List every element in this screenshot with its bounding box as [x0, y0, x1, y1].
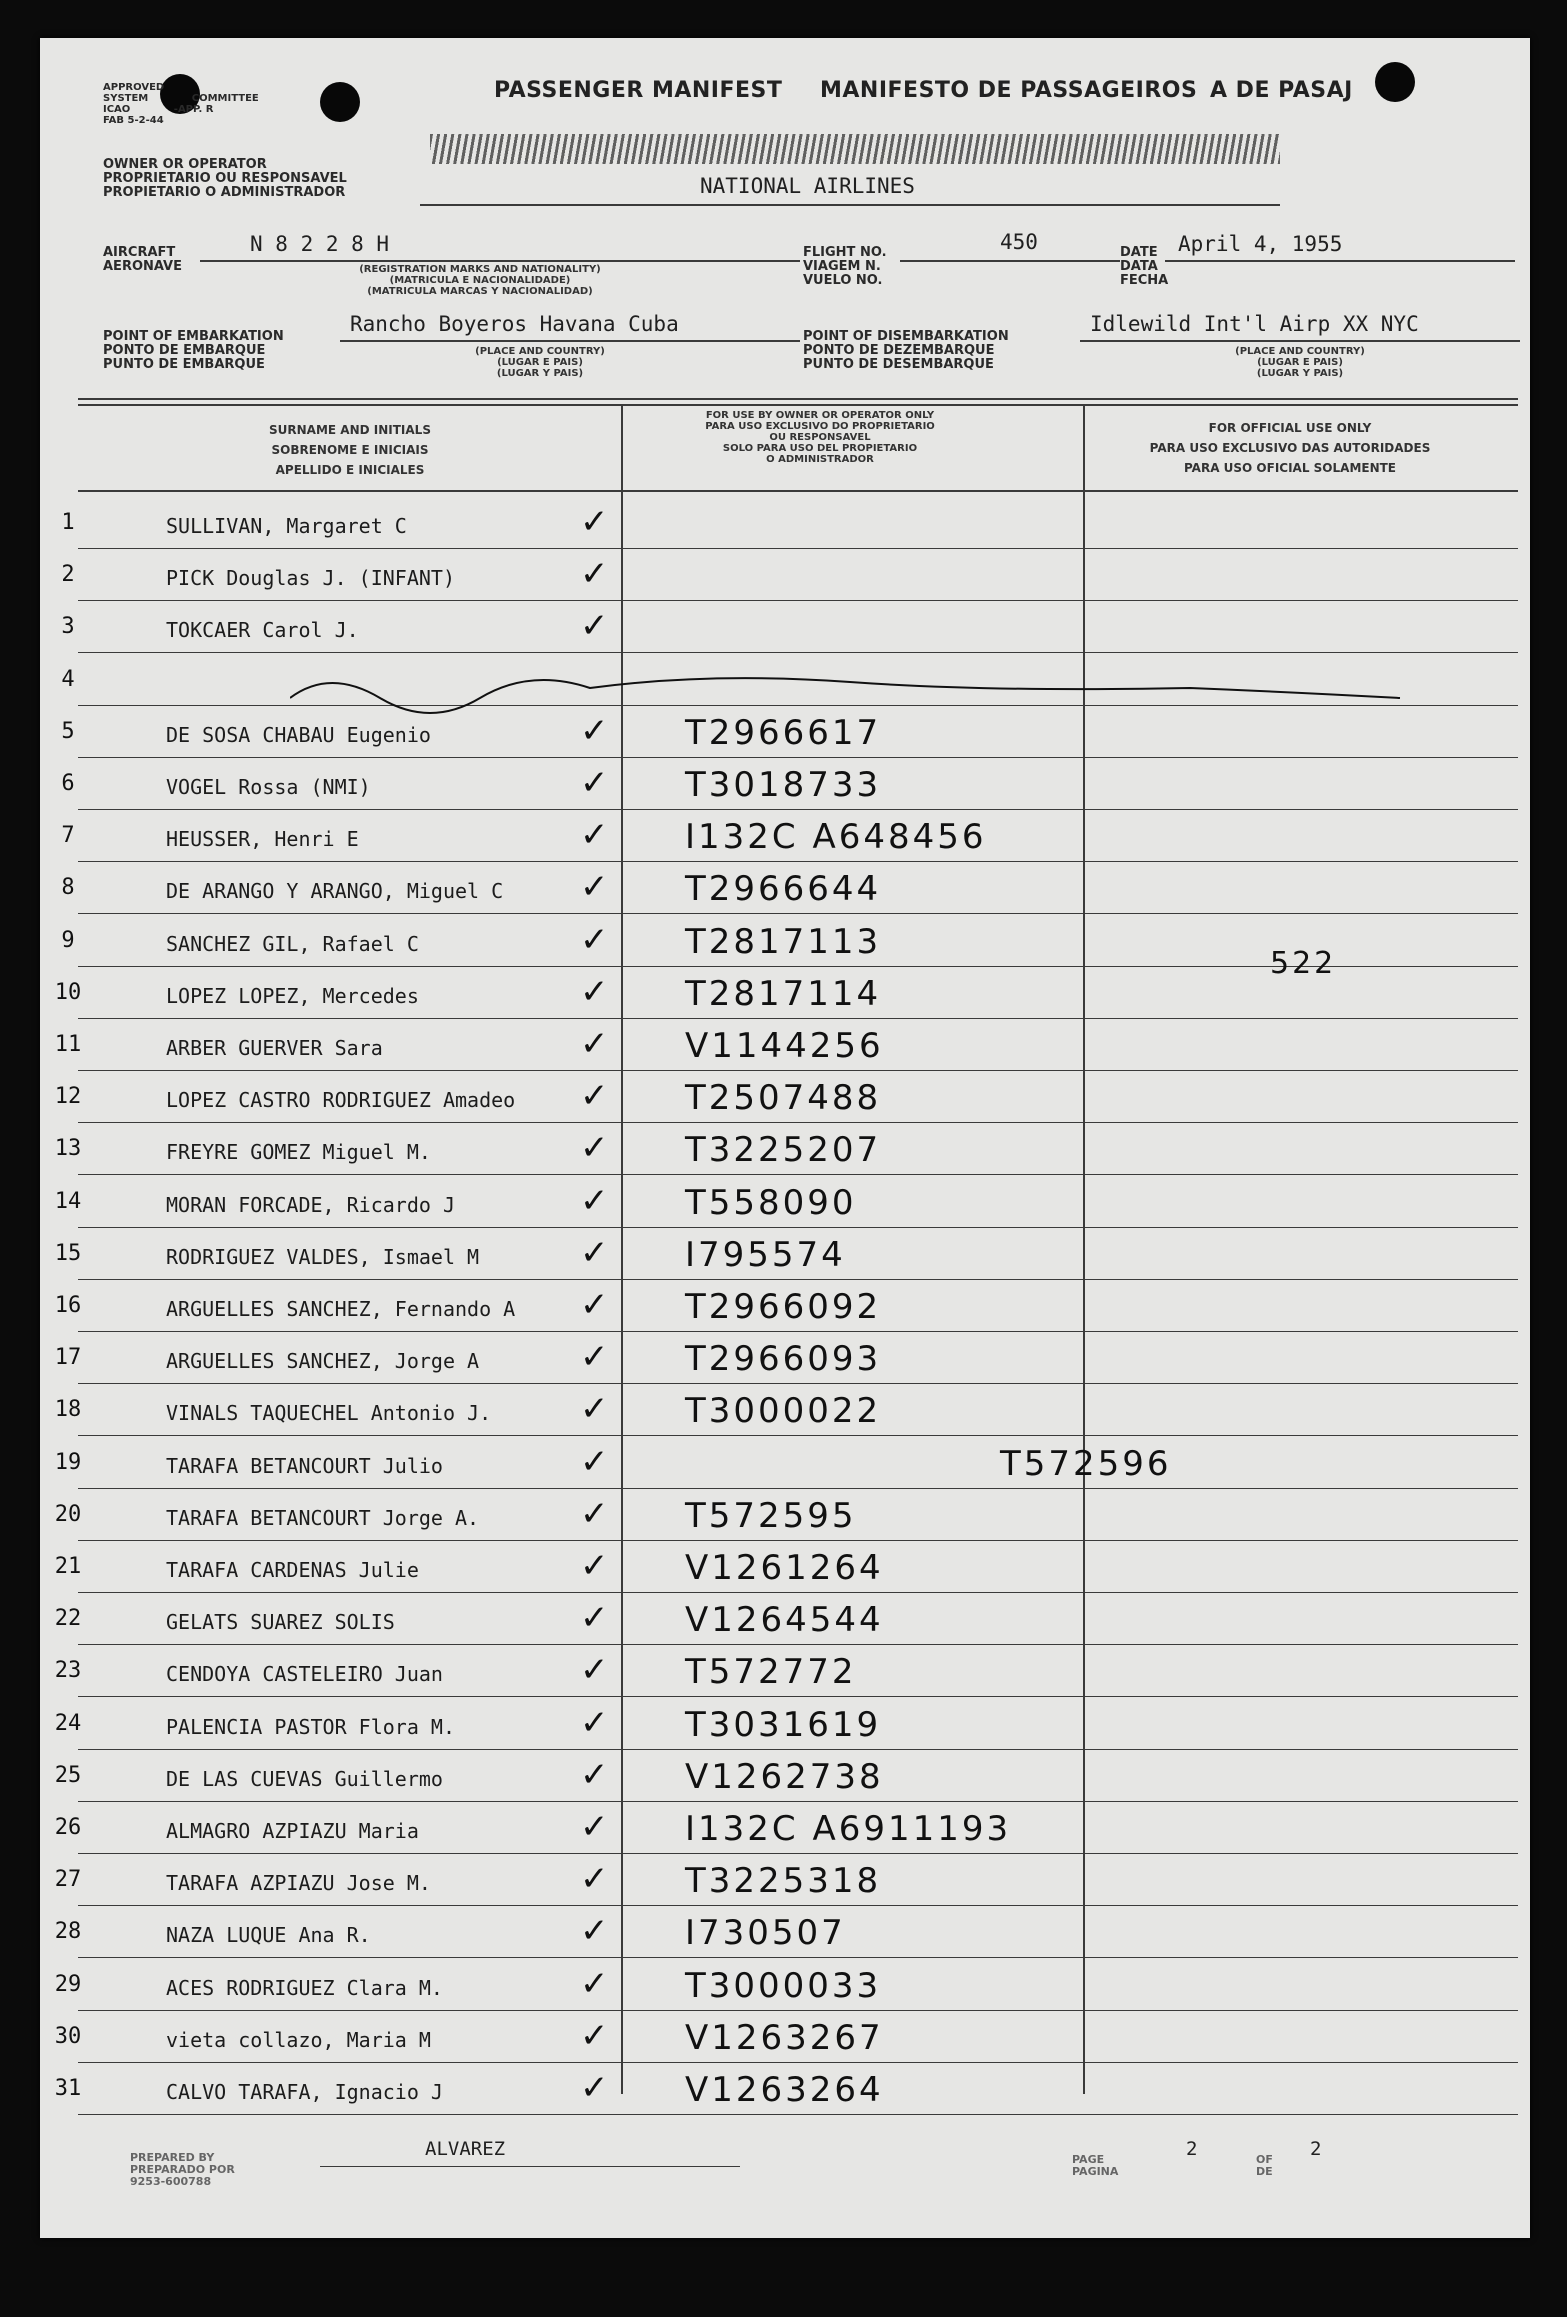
passenger-name: ARGUELLES SANCHEZ, Fernando A [166, 1297, 516, 1321]
check-mark: ✓ [580, 1337, 609, 1377]
check-mark: ✓ [580, 1859, 609, 1899]
passenger-name: CALVO TARAFA, Ignacio J [166, 2080, 443, 2104]
owner-value: NATIONAL AIRLINES [700, 174, 915, 198]
row-rule [78, 652, 1518, 653]
document-number: V1262738 [685, 1757, 884, 1797]
date-underline [1165, 260, 1515, 262]
row-rule [78, 2062, 1518, 2063]
document-number: V1264544 [685, 1600, 884, 1640]
check-mark: ✓ [580, 1285, 609, 1325]
check-mark: ✓ [580, 1128, 609, 1168]
row-number: 21 [54, 1554, 82, 1579]
header-bottom-rule [78, 490, 1518, 492]
row-rule [78, 2114, 1518, 2115]
document-number: V1261264 [685, 1548, 884, 1588]
row-number: 6 [61, 771, 75, 796]
name-column-header: SURNAME AND INITIALS SOBRENOME E INICIAIS APELLIDO E INICIALES [269, 423, 431, 477]
flight-underline [900, 260, 1120, 262]
disembark-underline [1080, 340, 1520, 342]
owner-underline [420, 204, 1280, 206]
disembark-place-note: (PLACE AND COUNTRY) (LUGAR E PAIS) (LUGAR Y PAIS) [1235, 346, 1365, 379]
aircraft-underline [200, 260, 800, 262]
check-mark: ✓ [580, 815, 609, 855]
row-rule [78, 1696, 1518, 1697]
check-mark: ✓ [580, 1650, 609, 1690]
passenger-name: ARGUELLES SANCHEZ, Jorge A [166, 1349, 480, 1373]
document-number: T2817114 [685, 974, 882, 1014]
row-number: 31 [54, 2076, 82, 2101]
row-number: 28 [54, 1919, 82, 1944]
passenger-name: DE LAS CUEVAS Guillermo [166, 1767, 443, 1791]
check-mark: ✓ [580, 1181, 609, 1221]
row-number: 12 [54, 1084, 82, 1109]
page-value: 2 [1186, 2138, 1198, 2160]
document-number: V1144256 [685, 1026, 884, 1066]
passenger-name: vieta collazo, Maria M [166, 2028, 431, 2052]
check-mark: ✓ [580, 920, 609, 960]
title-spanish: A DE PASAJ [1210, 78, 1353, 103]
passenger-name: TARAFA AZPIAZU Jose M. [166, 1871, 431, 1895]
prepared-underline [320, 2166, 740, 2167]
manifest-sheet [40, 38, 1530, 2238]
row-rule [78, 757, 1518, 758]
title-english: PASSENGER MANIFEST [494, 78, 783, 103]
row-rule [78, 1435, 1518, 1436]
row-number: 17 [54, 1345, 82, 1370]
disembark-label: POINT OF DISEMBARKATION PONTO DE DEZEMBARQUE PUNTO DE DESEMBARQUE [803, 329, 1009, 372]
document-number: T2966093 [685, 1339, 882, 1379]
of-value: 2 [1310, 2138, 1322, 2160]
document-number: T2966644 [685, 869, 882, 909]
row-number: 14 [54, 1189, 82, 1214]
check-mark: ✓ [580, 763, 609, 803]
check-mark: ✓ [580, 972, 609, 1012]
row-number: 11 [54, 1032, 82, 1057]
document-number: T3225207 [685, 1130, 882, 1170]
check-mark: ✓ [580, 1911, 609, 1951]
row-rule [78, 1592, 1518, 1593]
check-mark: ✓ [580, 1494, 609, 1534]
title-portuguese: MANIFESTO DE PASSAGEIROS [820, 78, 1198, 103]
check-mark: ✓ [580, 1442, 609, 1482]
check-mark: ✓ [580, 502, 609, 542]
check-mark: ✓ [580, 554, 609, 594]
passenger-name: PICK Douglas J. (INFANT) [166, 566, 455, 590]
document-number: T2966092 [685, 1287, 882, 1327]
date-label: DATE DATA FECHA [1120, 245, 1169, 288]
passenger-name: PALENCIA PASTOR Flora M. [166, 1715, 455, 1739]
punch-hole [320, 82, 360, 122]
owner-label: OWNER OR OPERATOR PROPRIETARIO OU RESPONSAVEL PROPIETARIO O ADMINISTRADOR [103, 157, 347, 200]
passenger-name: VINALS TAQUECHEL Antonio J. [166, 1401, 492, 1425]
of-label: OF DE [1256, 2153, 1273, 2178]
passenger-name: TARAFA BETANCOURT Jorge A. [166, 1506, 480, 1530]
passenger-name: ALMAGRO AZPIAZU Maria [166, 1819, 419, 1843]
row-rule [78, 1279, 1518, 1280]
document-number: T3031619 [685, 1705, 882, 1745]
passenger-name: ARBER GUERVER Sara [166, 1036, 383, 1060]
row-number: 24 [54, 1711, 82, 1736]
punch-hole [1375, 62, 1415, 102]
row-rule [78, 861, 1518, 862]
approval-line: ICAO -APP. R [103, 104, 214, 115]
row-number: 5 [61, 719, 75, 744]
row-rule [78, 2010, 1518, 2011]
passenger-name: FREYRE GOMEZ Miguel M. [166, 1140, 431, 1164]
row-number: 30 [54, 2024, 82, 2049]
row-rule [78, 1018, 1518, 1019]
embark-place-note: (PLACE AND COUNTRY) (LUGAR E PAIS) (LUGAR Y PAIS) [475, 346, 605, 379]
passenger-name: SANCHEZ GIL, Rafael C [166, 932, 419, 956]
check-mark: ✓ [580, 1755, 609, 1795]
date-value: April 4, 1955 [1178, 232, 1343, 256]
passenger-name: TARAFA CARDENAS Julie [166, 1558, 419, 1582]
passenger-name: MORAN FORCADE, Ricardo J [166, 1193, 455, 1217]
row-number: 23 [54, 1658, 82, 1683]
row-number: 22 [54, 1606, 82, 1631]
document-number: I730507 [685, 1913, 846, 1953]
passenger-name: TARAFA BETANCOURT Julio [166, 1454, 443, 1478]
row-number: 15 [54, 1241, 82, 1266]
document-number: T3225318 [685, 1861, 882, 1901]
row-rule [78, 1801, 1518, 1802]
embark-underline [340, 340, 800, 342]
row-rule [78, 1122, 1518, 1123]
document-number: T2966617 [685, 713, 882, 753]
row-number: 18 [54, 1397, 82, 1422]
approval-line: APPROVED [103, 82, 165, 93]
passenger-name: DE ARANGO Y ARANGO, Miguel C [166, 879, 504, 903]
check-mark: ✓ [580, 1598, 609, 1638]
passenger-name: CENDOYA CASTELEIRO Juan [166, 1662, 443, 1686]
page-label: PAGE PAGINA [1072, 2153, 1119, 2178]
check-mark: ✓ [580, 1389, 609, 1429]
check-mark: ✓ [580, 711, 609, 751]
passenger-name: HEUSSER, Henri E [166, 827, 359, 851]
check-mark: ✓ [580, 1546, 609, 1586]
row-number: 7 [61, 823, 75, 848]
registration-note: (REGISTRATION MARKS AND NATIONALITY) (MATRICULA E NACIONALIDADE) (MATRICULA MARCAS Y NACIONALIDAD) [359, 264, 601, 297]
row-rule [78, 548, 1518, 549]
row-number: 26 [54, 1815, 82, 1840]
passenger-name: SULLIVAN, Margaret C [166, 514, 407, 538]
row-number: 2 [61, 562, 75, 587]
document-number: I132C A6911193 [685, 1809, 1012, 1849]
aircraft-label: AIRCRAFT AERONAVE [103, 245, 183, 274]
row-number: 20 [54, 1502, 82, 1527]
official-note: 522 [1270, 946, 1337, 981]
row-rule [78, 913, 1518, 914]
row-number: 29 [54, 1972, 82, 1997]
row-number: 4 [61, 667, 75, 692]
document-number: I795574 [685, 1235, 846, 1275]
check-mark: ✓ [580, 2016, 609, 2056]
document-number: T558090 [685, 1183, 857, 1223]
embark-value: Rancho Boyeros Havana Cuba [350, 312, 679, 336]
row-rule [78, 1331, 1518, 1332]
check-mark: ✓ [580, 1076, 609, 1116]
aircraft-value: N 8 2 2 8 H [250, 232, 390, 256]
document-number: T572595 [685, 1496, 857, 1536]
passenger-name: DE SOSA CHABAU Eugenio [166, 723, 431, 747]
strike-line [290, 658, 1410, 718]
check-mark: ✓ [580, 867, 609, 907]
passenger-name: VOGEL Rossa (NMI) [166, 775, 371, 799]
flight-label: FLIGHT NO. VIAGEM N. VUELO NO. [803, 245, 887, 288]
passenger-name: GELATS SUAREZ SOLIS [166, 1610, 395, 1634]
disembark-value: Idlewild Int'l Airp XX NYC [1090, 312, 1419, 336]
embark-label: POINT OF EMBARKATION PONTO DE EMBARQUE PUNTO DE EMBARQUE [103, 329, 284, 372]
document-number: V1263264 [685, 2070, 884, 2110]
document-number: T2507488 [685, 1078, 882, 1118]
document-number: T3000022 [685, 1391, 882, 1431]
row-rule [78, 1749, 1518, 1750]
document-number: T3000033 [685, 1966, 882, 2006]
check-mark: ✓ [580, 1703, 609, 1743]
owner-strikeout [430, 134, 1280, 164]
check-mark: ✓ [580, 1807, 609, 1847]
row-rule [78, 1905, 1518, 1906]
approval-block [103, 82, 259, 126]
row-number: 3 [61, 614, 75, 639]
row-number: 1 [61, 510, 75, 535]
document-number: T572596 [1000, 1444, 1172, 1484]
passenger-name: LOPEZ CASTRO RODRIGUEZ Amadeo [166, 1088, 516, 1112]
row-number: 19 [54, 1450, 82, 1475]
prepared-value: ALVAREZ [425, 2138, 506, 2160]
row-rule [78, 1383, 1518, 1384]
check-mark: ✓ [580, 1233, 609, 1273]
passenger-name: NAZA LUQUE Ana R. [166, 1923, 371, 1947]
row-number: 8 [61, 875, 75, 900]
document-number: T572772 [685, 1652, 857, 1692]
row-rule [78, 600, 1518, 601]
row-rule [78, 1644, 1518, 1645]
check-mark: ✓ [580, 1964, 609, 2004]
approval-line: FAB 5-2-44 [103, 115, 164, 126]
document-number: T3018733 [685, 765, 882, 805]
document-number: V1263267 [685, 2018, 884, 2058]
row-rule [78, 1957, 1518, 1958]
passenger-name: LOPEZ LOPEZ, Mercedes [166, 984, 419, 1008]
passenger-name: ACES RODRIGUEZ Clara M. [166, 1976, 443, 2000]
flight-value: 450 [1000, 230, 1038, 254]
official-column-header: FOR OFFICIAL USE ONLY PARA USO EXCLUSIVO DAS AUTORIDADES PARA USO OFICIAL SOLAMENTE [1149, 421, 1431, 475]
table-top-rule [78, 404, 1518, 406]
row-number: 10 [54, 980, 82, 1005]
document-number: I132C A648456 [685, 817, 987, 857]
table-top-rule [78, 398, 1518, 400]
row-rule [78, 1853, 1518, 1854]
approval-line: SYSTEM COMMITTEE [103, 93, 259, 104]
row-number: 27 [54, 1867, 82, 1892]
operator-column-header: FOR USE BY OWNER OR OPERATOR ONLY PARA USO EXCLUSIVO DO PROPRIETARIO OU RESPONSAVEL SOLO PARA USO DEL PROPIETARIO O ADMINISTRADOR [705, 410, 935, 465]
row-rule [78, 1070, 1518, 1071]
row-number: 9 [61, 928, 75, 953]
check-mark: ✓ [580, 1024, 609, 1064]
check-mark: ✓ [580, 606, 609, 646]
row-rule [78, 1174, 1518, 1175]
row-rule [78, 1227, 1518, 1228]
passenger-name: TOKCAER Carol J. [166, 618, 359, 642]
row-number: 25 [54, 1763, 82, 1788]
row-rule [78, 1488, 1518, 1489]
prepared-label: PREPARED BY PREPARADO POR 9253-600788 [130, 2151, 235, 2188]
row-number: 16 [54, 1293, 82, 1318]
passenger-name: RODRIGUEZ VALDES, Ismael M [166, 1245, 480, 1269]
row-rule [78, 809, 1518, 810]
document-number: T2817113 [685, 922, 882, 962]
check-mark: ✓ [580, 2068, 609, 2108]
row-rule [78, 1540, 1518, 1541]
row-number: 13 [54, 1136, 82, 1161]
